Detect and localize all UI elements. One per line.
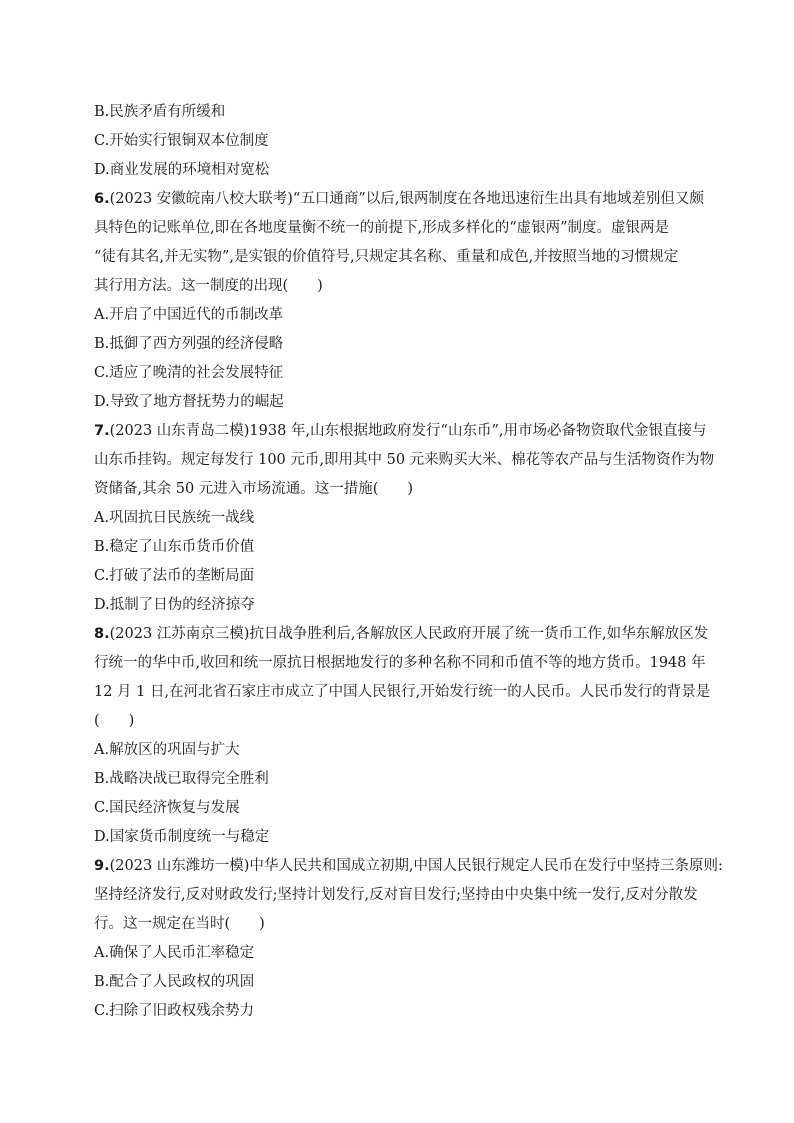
- q8-stem-line-2: 行统一的华中币,收回和统一原抗日根据地发行的多种名称不同和币值不等的地方货币。1948 年: [94, 655, 706, 671]
- q7-stem-line-2: 山东币挂钩。规定每发行 100 元币,即用其中 50 元来购买大米、棉花等农产品与生活物资作为物: [94, 452, 715, 468]
- q8-stem-line-1: [94, 620, 709, 649]
- q5-option-d: D.商业发展的环境相对宽松: [94, 162, 270, 178]
- q8-option-b: B.战略决战已取得完全胜利: [94, 771, 269, 787]
- q6-stem-line-2: 具特色的记账单位,即在各地度量衡不统一的前提下,形成多样化的“虚银两”制度。虚银两是: [94, 220, 670, 236]
- q9-stem-line-1: [94, 852, 723, 881]
- q7-stem-text-1: (2023 山东青岛二模)1938 年,山东根据地政府发行“山东币”,用市场必备物资取代金银直接与: [109, 423, 707, 439]
- q8-stem-text-1: (2023 江苏南京三模)抗日战争胜利后,各解放区人民政府开展了统一货币工作,如华东解放区发: [109, 626, 709, 642]
- q7-option-a: A.巩固抗日民族统一战线: [94, 510, 255, 526]
- q9-stem-text-1: (2023 山东潍坊一模)中华人民共和国成立初期,中国人民银行规定人民币在发行中坚持三条原则:: [109, 858, 723, 874]
- q6-stem-text-1: (2023 安徽皖南八校大联考)“五口通商”以后,银两制度在各地迅速衍生出具有地域差别但又颇: [109, 191, 704, 207]
- question-list: [94, 98, 723, 1026]
- q5-option-c: C.开始实行银铜双本位制度: [94, 133, 269, 149]
- q9-number: 9.: [94, 858, 110, 874]
- q9-option-b: B.配合了人民政权的巩固: [94, 974, 255, 990]
- q8-number: 8.: [94, 626, 110, 642]
- q8-option-a: A.解放区的巩固与扩大: [94, 742, 240, 758]
- q7-stem-line-1: [94, 417, 707, 446]
- q5-option-b: B.民族矛盾有所缓和: [94, 104, 226, 120]
- q6-stem-line-3: “徒有其名,并无实物”,是实银的价值符号,只规定其名称、重量和成色,并按照当地的习惯规定: [94, 249, 679, 265]
- q7-option-c: C.打破了法币的垄断局面: [94, 568, 255, 584]
- q9-option-c: C.扫除了旧政权残余势力: [94, 1003, 255, 1019]
- q6-stem-line-1: [94, 185, 704, 214]
- q9-stem-line-2: 坚持经济发行,反对财政发行;坚持计划发行,反对盲目发行;坚持由中央集中统一发行,反对分散发: [94, 887, 698, 903]
- q6-option-b: B.抵御了西方列强的经济侵略: [94, 336, 284, 352]
- q6-stem-line-4: 其行用方法。这一制度的出现( ): [94, 278, 323, 294]
- q7-option-b: B.稳定了山东币货币价值: [94, 539, 255, 555]
- q8-stem-line-3: 12 月 1 日,在河北省石家庄市成立了中国人民银行,开始发行统一的人民币。人民币发行的背景是: [94, 684, 711, 700]
- q7-number: 7.: [94, 423, 110, 439]
- q6-option-c: C.适应了晚清的社会发展特征: [94, 365, 284, 381]
- q6-number: 6.: [94, 191, 110, 207]
- q8-stem-line-4: ( ): [94, 713, 135, 729]
- q9-stem-line-3: 行。这一规定在当时( ): [94, 916, 265, 932]
- q6-option-d: D.导致了地方督抚势力的崛起: [94, 394, 284, 410]
- q7-stem-line-3: 资储备,其余 50 元进入市场流通。这一措施( ): [94, 481, 414, 497]
- q9-option-a: A.确保了人民币汇率稳定: [94, 945, 255, 961]
- q6-option-a: A.开启了中国近代的币制改革: [94, 307, 284, 323]
- q7-option-d: D.抵制了日伪的经济掠夺: [94, 597, 255, 613]
- q8-option-c: C.国民经济恢复与发展: [94, 800, 240, 816]
- q8-option-d: D.国家货币制度统一与稳定: [94, 829, 270, 845]
